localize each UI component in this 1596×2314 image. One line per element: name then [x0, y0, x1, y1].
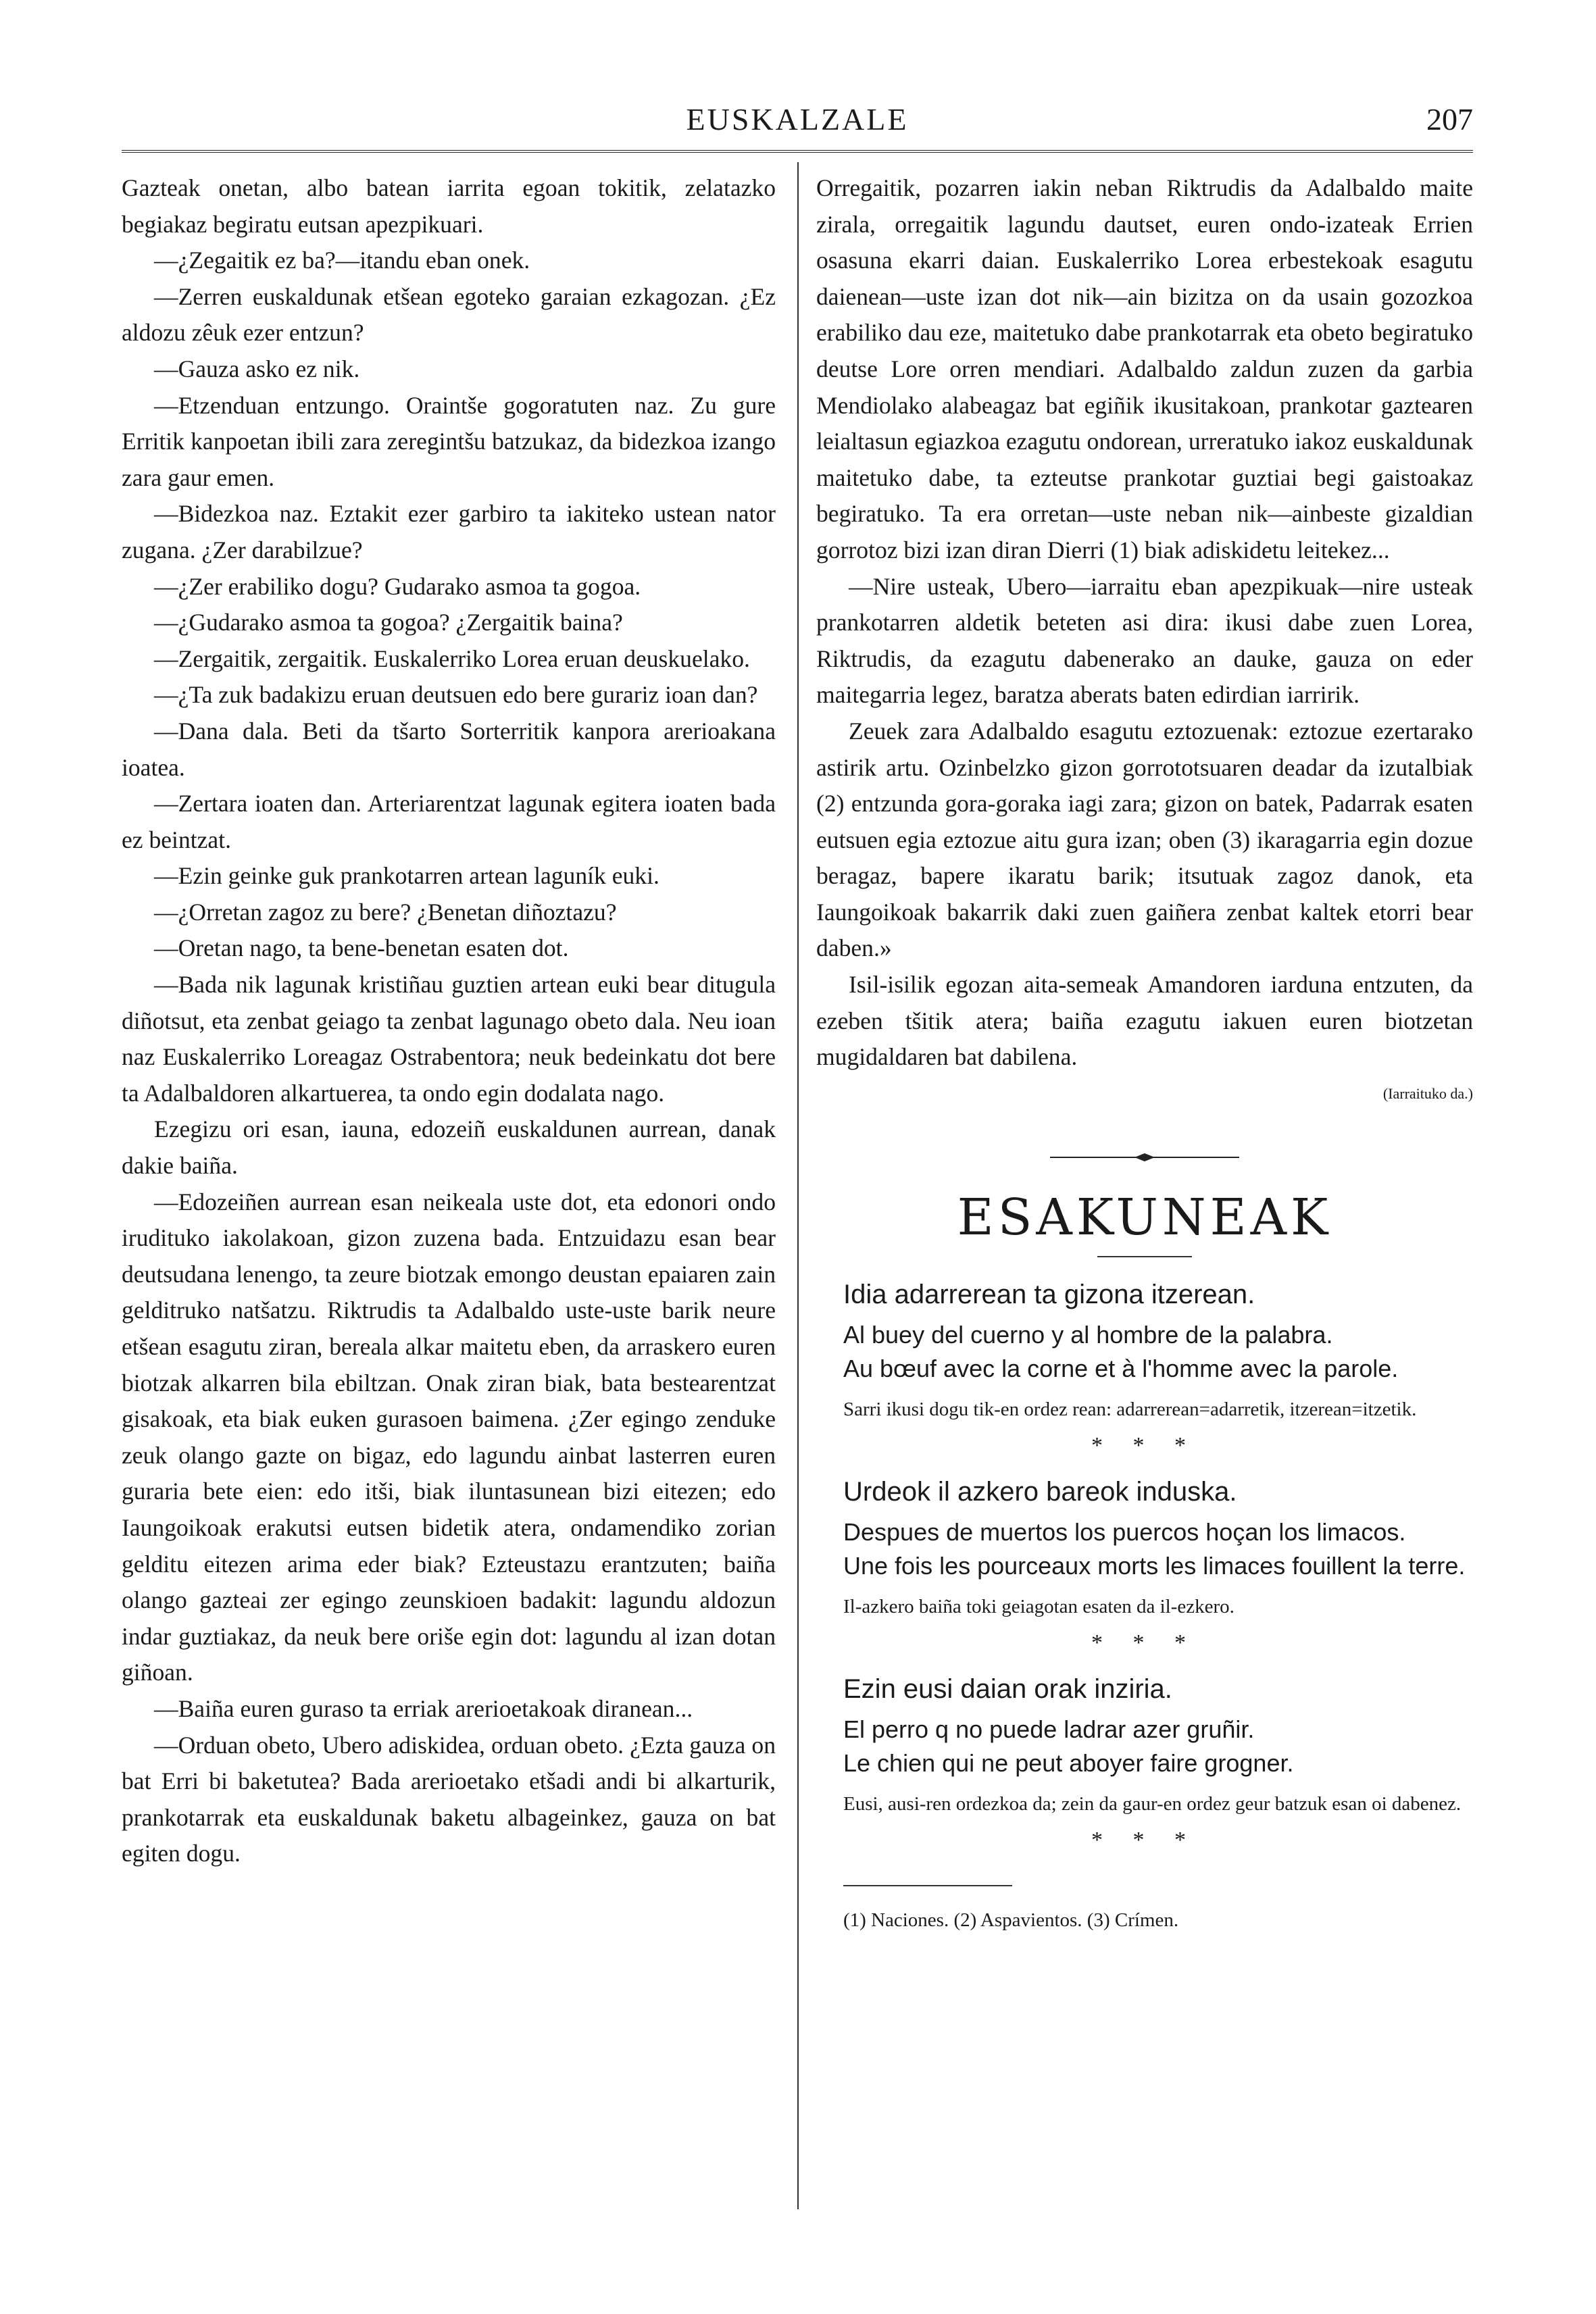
- paragraph: —¿Gudarako asmoa ta gogoa? ¿Zergaitik baina?: [154, 609, 623, 636]
- proverb-basque: Idia adarrerean ta gizona itzerean.: [843, 1280, 1255, 1310]
- footnotes: (1) Naciones. (2) Aspavientos. (3) Crímen.: [843, 1909, 1179, 1932]
- paragraph: —Zergaitik, zergaitik. Euskalerriko Lorea eruan deuskuelako.: [154, 645, 750, 672]
- paragraph: —¿Zer erabiliko dogu? Gudarako asmoa ta gogoa.: [154, 572, 641, 600]
- proverb-block: [816, 1671, 1473, 1817]
- proverb-translation: Despues de muertos los puercos hoçan los limacos.: [843, 1518, 1406, 1546]
- section-rule: [1097, 1256, 1192, 1257]
- section-title: ESAKUNEAK: [957, 1188, 1332, 1247]
- continued-note: (Iarraituko da.): [1382, 1084, 1473, 1102]
- paragraph: —Dana dala. Beti da tšarto Sorterritik kanpora arerioakana ioatea.: [122, 717, 776, 781]
- proverb-note: Il-azkero baiña toki geiagotan esaten da il-ezkero.: [843, 1596, 1235, 1618]
- separator-stars: * * *: [1091, 1827, 1198, 1853]
- page-header: [122, 101, 1473, 142]
- proverb-note: Eusi, ausi-ren ordezkoa da; zein da gaur-en ordez geur batzuk esan oi dabenez.: [843, 1792, 1462, 1815]
- separator-stars: * * *: [1091, 1630, 1198, 1656]
- paragraph: —Zerren euskaldunak etšean egoteko garaian ezkagozan. ¿Ez aldozu zêuk ezer entzun?: [122, 282, 776, 347]
- proverb-translation: El perro q no puede ladrar azer gruñir.: [843, 1715, 1255, 1743]
- paragraph: —Etzenduan entzungo. Oraintše gogoratuten naz. Zu gure Erritik kanpoetan ibili zara zeregintšu batzukaz, da bidezkoa izango zara gaur emen.: [122, 391, 776, 491]
- paragraph: —Oretan nago, ta bene-benetan esaten dot.: [154, 934, 569, 962]
- paragraph: —Gauza asko ez nik.: [154, 355, 360, 382]
- paragraph: —Bada nik lagunak kristiñau guztien artean euki bear ditugula diñotsut, eta zenbat geiago ta zenbat lagunago obeto dala. Neu ioan naz Euskalerriko Loreagaz Ostrabentora; neuk bedeinkatu dot bere ta Adalbaldoren alkartuerea, ta ondo egin dodalata nago.: [122, 971, 776, 1107]
- proverb-basque: Urdeok il azkero bareok induska.: [843, 1477, 1237, 1507]
- footnote-rule: [843, 1885, 1012, 1886]
- paragraph: —¿Orretan zagoz zu bere? ¿Benetan diñoztazu?: [154, 898, 617, 926]
- right-column: [816, 170, 1473, 1939]
- proverb-translation: Une fois les pourceaux morts les limaces fouillent la terre.: [843, 1552, 1466, 1580]
- column-divider: [797, 162, 799, 2209]
- proverb-basque: Ezin eusi daian orak inziria.: [843, 1674, 1172, 1704]
- running-title: EUSKALZALE: [686, 102, 909, 136]
- header-rule: [122, 150, 1473, 153]
- paragraph: Orregaitik, pozarren iakin neban Riktrudis da Adalbaldo maite zirala, orregaitik lagundu dautset, euren ondo-izateak Errien osasuna ekarri daian. Euskalerriko Lorea erbestekoak esagutu daienean—uste izan dot nik—ain bizitza on da usain gozozkoa erabiliko dau eze, maitetuko dabe prankotarrak eta obeto begiratuko deutse Lore orren mendiari. Adalbaldo zaldun zuzen da garbia Mendiolako alabeagaz bat egiñik ikusitakoan, prankotar gaztearen leialtasun egiazkoa ezagutu ondorean, urreratuko iakoz euskaldunak maitetuko dabe, ta ezteutse prankotar guztiai begi gaistoakaz begiratuko. Ta era orretan—uste neban nik—ainbeste gizaldian gorrotoz bizi izan diran Dierri (1) biak adiskidetu leitekez...: [816, 174, 1473, 563]
- paragraph: Isil-isilik egozan aita-semeak Amandoren iarduna entzuten, da ezeben tšitik atera; baiña ezagutu iakuen euren biotzetan mugidaldaren bat dabilena.: [816, 971, 1473, 1071]
- paragraph: —Zertara ioaten dan. Arteriarentzat lagunak egitera ioaten bada ez beintzat.: [122, 790, 776, 853]
- paragraph: —Nire usteak, Ubero—iarraitu eban apezpikuak—nire usteak prankotarren aldetik beteten asi dira: ikusi dabe zuen Lorea, Riktrudis, da ezagutu dabenerako an dauke, gauza on eder maitegarria legez, baratza aberats baten edirdian iarririk.: [816, 572, 1473, 709]
- paragraph: —Edozeiñen aurrean esan neikeala uste dot, eta edonori ondo irudituko iakolakoan, gizon zuzena bada. Entzuidazu esan bear deutsudana lenengo, ta zeure biotzak emongo deustan epaiaren zain gelditruko natšatzu. Riktrudis ta Adalbaldo uste-uste barik neure etšean esagutu ziran, bereala alkar maitetu eben, da arraskero euren biotzak alkarren bila ebiltzan. Onak ziran biak, bata bestearentzat gisakoak, eta biak euken gurasoen baimena. ¿Zer egingo zenduke zeuk olango gazte on bigaz, edo lagundu ainbat lasterren euren guraria bete eien: edo itši, biak iluntasunean bizi eitezen; edo Iaungoikoak erakutsi eutsen bidetik atera, ondamendiko zorian gelditu eitezen arima eder biak? Ezteustazu erantzuten; baiña olango gazteai zer egingo zeunskioen badakit: lagundu aldozun indar guztiakaz, da neuk bere oriše egin dot: lagundu al izan dotan giñoan.: [122, 1188, 776, 1686]
- paragraph: —Baiña euren guraso ta erriak arerioetakoak diranean...: [154, 1694, 693, 1722]
- paragraph: Gazteak onetan, albo batean iarrita egoan tokitik, zelatazko begiakaz begiratu eutsan apezpikuari.: [122, 174, 776, 238]
- paragraph: —¿Zegaitik ez ba?—itandu eban onek.: [154, 247, 530, 274]
- page-number: 207: [1426, 102, 1473, 136]
- paragraph: Ezegizu ori esan, iauna, edozeiñ euskaldunen aurrean, danak dakie baiña.: [122, 1115, 776, 1180]
- paragraph: —Bidezkoa naz. Eztakit ezer garbiro ta iakiteko ustean nator zugana. ¿Zer darabilzue?: [122, 500, 776, 563]
- proverb-note: Sarri ikusi dogu tik-en ordez rean: adarrerean=adarretik, itzerean=itzetik.: [843, 1399, 1417, 1421]
- ornament-divider: [1050, 1152, 1239, 1163]
- proverb-block: [816, 1276, 1473, 1422]
- proverb-translation: Le chien qui ne peut aboyer faire grogner.: [843, 1749, 1294, 1777]
- proverb-translation: Al buey del cuerno y al hombre de la palabra.: [843, 1321, 1333, 1349]
- paragraph: —¿Ta zuk badakizu eruan deutsuen edo bere gurariz ioan dan?: [154, 681, 758, 709]
- paragraph: Zeuek zara Adalbaldo esagutu eztozuenak: eztozue ezertarako astirik artu. Ozinbelzko gizon gorrototsuaren deadar da izutalbiak (2) entzunda gora-goraka iagi zara; gizon on batek, Padarrak esaten eutsuen egia eztozue aitu gura izan; oben (3) ikaragarria egin dozue beragaz, bapere ikaratu barik; itsutuak zagoz danok, eta Iaungoikoak bakarrik daki zuen gaiñera zenbat kaltek etorri bear daben.»: [816, 717, 1473, 962]
- proverb-block: [816, 1474, 1473, 1619]
- paragraph: —Ezin geinke guk prankotarren artean laguník euki.: [154, 862, 659, 890]
- proverb-translation: Au bœuf avec la corne et à l'homme avec la parole.: [843, 1355, 1399, 1383]
- left-column: [122, 170, 776, 1872]
- paragraph: —Orduan obeto, Ubero adiskidea, orduan obeto. ¿Ezta gauza on bat Erri bi baketutea? Bada arerioetako etšadi andi bi alkarturik, prankotarrak eta euskaldunak baketu albageinkez, gauza on bat egiten dogu.: [122, 1731, 776, 1867]
- separator-stars: * * *: [1091, 1433, 1198, 1459]
